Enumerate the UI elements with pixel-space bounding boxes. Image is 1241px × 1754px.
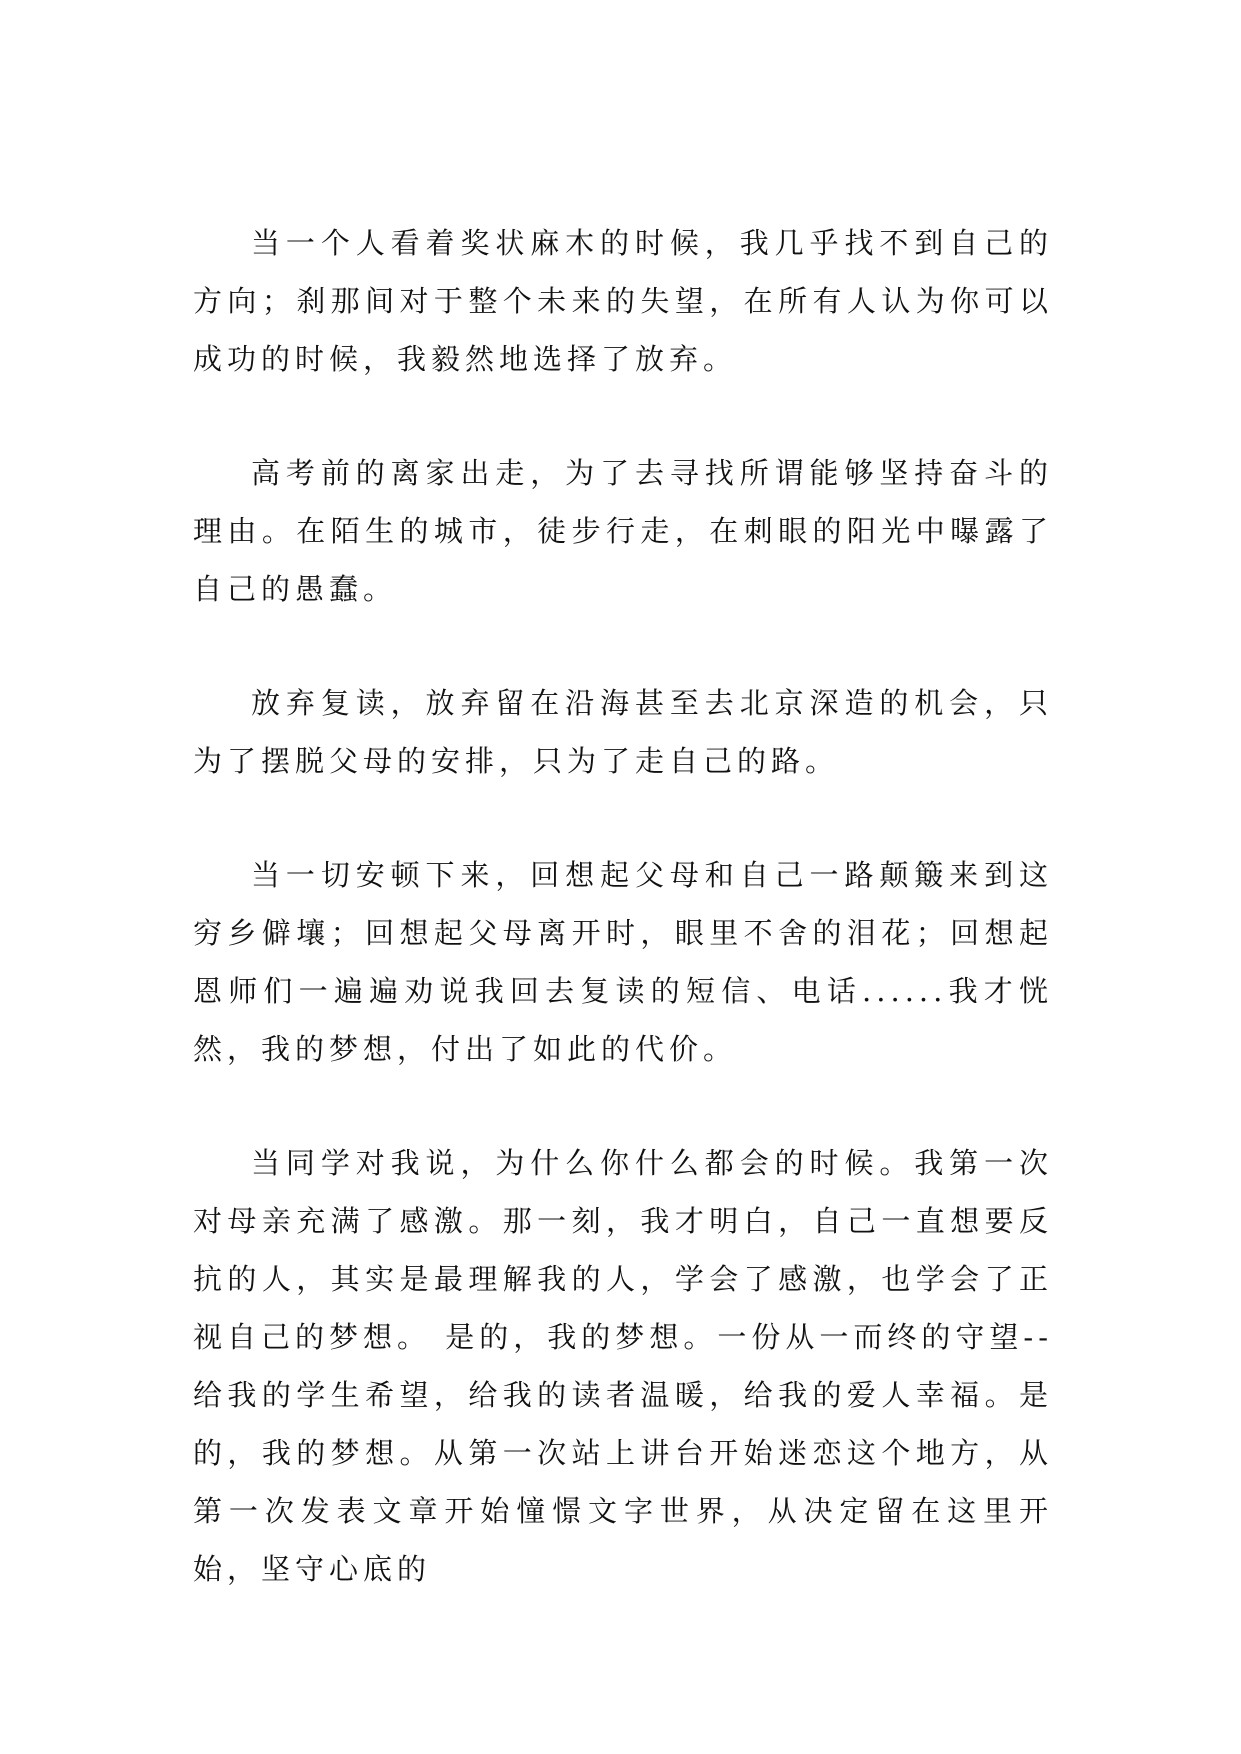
document-body [193,214,1053,1598]
paragraph-2: 高考前的离家出走，为了去寻找所谓能够坚持奋斗的理由。在陌生的城市，徒步行走，在刺眼的阳光中曝露了自己的愚蠢。 [193,456,1053,606]
paragraph-4: 当一切安顿下来，回想起父母和自己一路颠簸来到这穷乡僻壤；回想起父母离开时，眼里不舍的泪花；回想起恩师们一遍遍劝说我回去复读的短信、电话......我才恍然，我的梦想，付出了如此的代价。 [193,858,1053,1066]
paragraph-1: 当一个人看着奖状麻木的时候，我几乎找不到自己的方向；刹那间对于整个未来的失望，在所有人认为你可以成功的时候，我毅然地选择了放弃。 [193,226,1053,376]
paragraph-3: 放弃复读，放弃留在沿海甚至去北京深造的机会，只为了摆脱父母的安排，只为了走自己的路。 [193,686,1053,778]
paragraph-5: 当同学对我说，为什么你什么都会的时候。我第一次对母亲充满了感激。那一刻，我才明白，自己一直想要反抗的人，其实是最理解我的人，学会了感激，也学会了正视自己的梦想。 是的，我的梦想。一份从一而终的守望--给我的学生希望，给我的读者温暖，给我的爱人幸福。是的，我的梦想。从第一次站上讲台开始迷恋这个地方，从第一次发表文章开始憧憬文字世界，从决定留在这里开始，坚守心底的 [193,1146,1053,1586]
